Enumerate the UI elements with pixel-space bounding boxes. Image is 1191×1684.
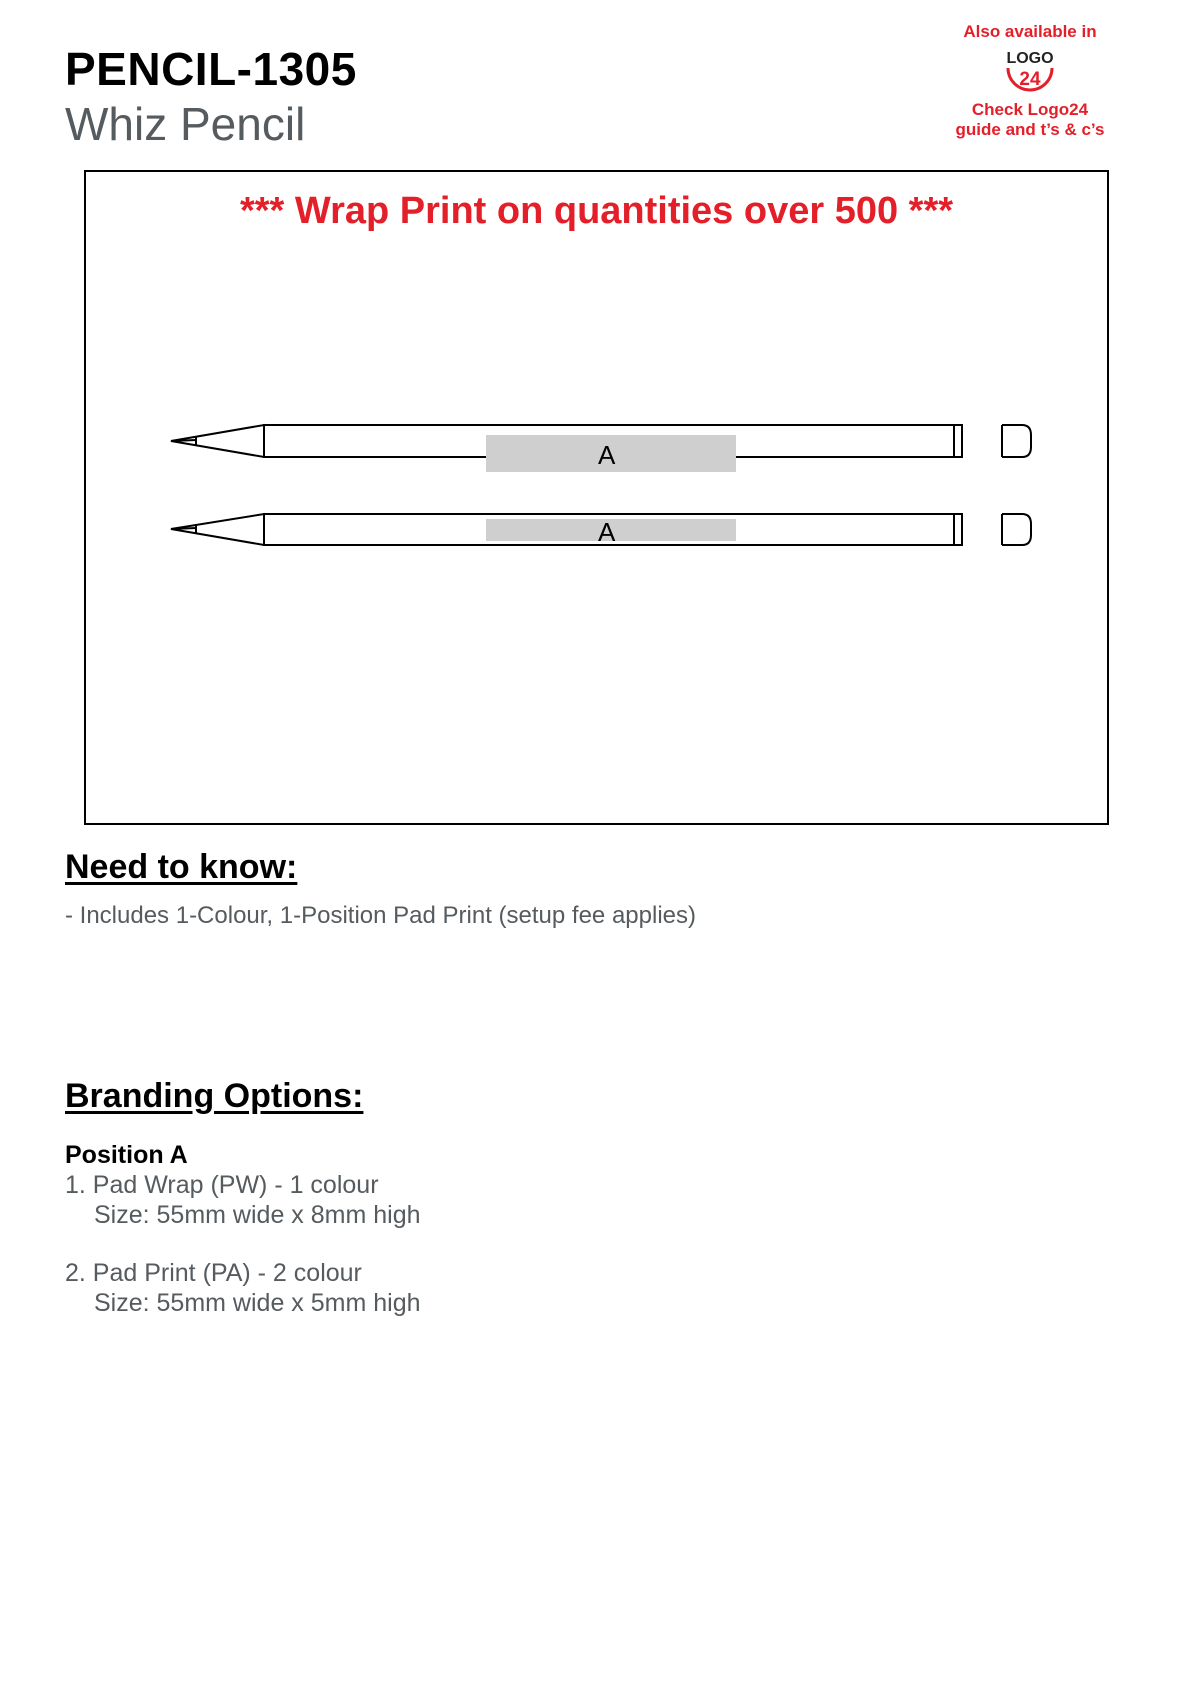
logo24-check-line2: guide and t’s & c’s — [955, 120, 1105, 139]
svg-text:24: 24 — [1019, 69, 1041, 90]
branding-options-title: Branding Options: — [65, 1077, 364, 1115]
svg-text:LOGO: LOGO — [1006, 50, 1054, 67]
logo24-available-text: Also available in — [963, 22, 1097, 41]
product-name: Whiz Pencil — [65, 98, 306, 150]
position-a-title: Position A — [65, 1141, 188, 1169]
pencil-2-position-label: A — [598, 517, 616, 547]
product-diagram-frame — [84, 170, 1109, 825]
logo24-logo — [1000, 46, 1060, 96]
logo24-notice — [940, 22, 1120, 140]
branding-option — [65, 1258, 421, 1318]
pencil-diagram — [86, 172, 1106, 822]
branding-option-size: Size: 55mm wide x 8mm high — [94, 1201, 421, 1229]
pencil-1-position-label: A — [598, 440, 616, 470]
logo24-check-line1: Check Logo24 — [971, 100, 1089, 119]
branding-option-size: Size: 55mm wide x 5mm high — [94, 1289, 421, 1317]
branding-option-line: 1. Pad Wrap (PW) - 1 colour — [65, 1171, 379, 1199]
branding-option-line: 2. Pad Print (PA) - 2 colour — [65, 1259, 362, 1287]
need-to-know-title: Need to know: — [65, 848, 298, 886]
product-code: PENCIL-1305 — [65, 43, 357, 95]
wrap-print-banner: *** Wrap Print on quantities over 500 *** — [239, 190, 954, 232]
branding-option — [65, 1170, 421, 1230]
need-to-know-item: - Includes 1-Colour, 1-Position Pad Print (setup fee applies) — [65, 902, 696, 929]
